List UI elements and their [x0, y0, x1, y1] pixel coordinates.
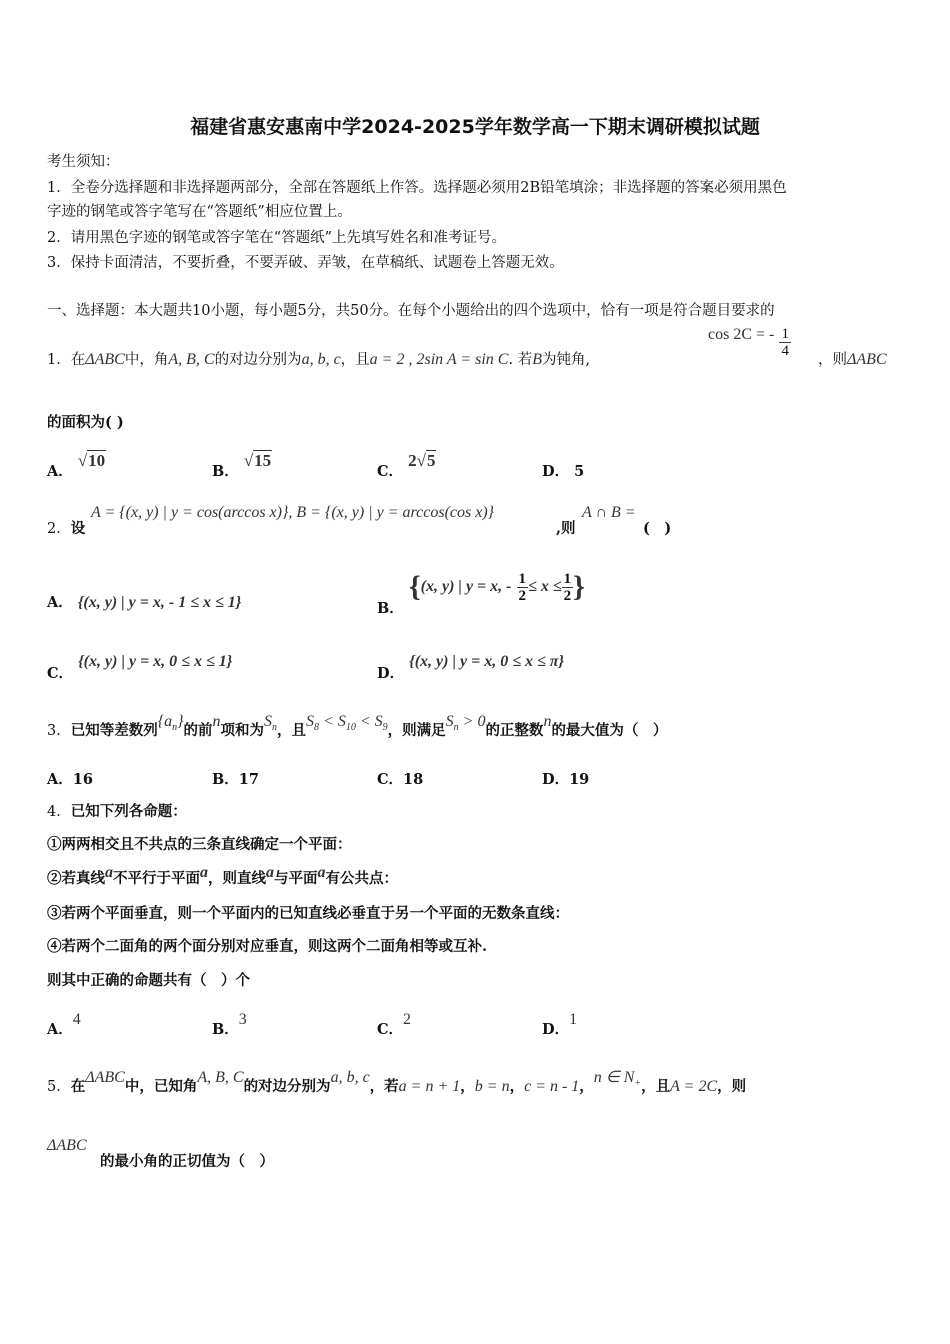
- q5-text-1: 在: [70, 1078, 86, 1095]
- q4-proposition-3: ③若两个平面垂直，则一个平面内的已知直线必垂直于另一个平面的无数条直线：: [47, 905, 569, 922]
- q5-sep-3: ，: [579, 1078, 594, 1095]
- q3-option-c[interactable]: [377, 768, 423, 789]
- q4-option-a-value: 4: [72, 1011, 81, 1028]
- q3-text-7: 的最大值为（ ）: [551, 722, 668, 739]
- q3-option-d-label: D．: [542, 771, 570, 788]
- q4-option-c-value: 2: [403, 1011, 412, 1028]
- q1-option-a-value: √10: [77, 451, 106, 470]
- q2-option-b-fraction-1: [517, 571, 529, 604]
- q5-sep-1: ，: [460, 1078, 475, 1095]
- q2-intersection: A ∩ B =: [582, 504, 636, 521]
- q1-text-5: . 若: [508, 352, 533, 368]
- q5-text-6: ，则: [717, 1078, 747, 1095]
- q4-text-1: 已知下列各命题：: [70, 803, 187, 820]
- q4-option-b-value: 3: [238, 1011, 247, 1028]
- question-1: [47, 350, 590, 370]
- q3-sequence: [157, 713, 184, 734]
- q3-cond-s: S: [445, 713, 454, 730]
- q4-p2-text-a: ②若真线: [47, 870, 105, 887]
- notice-item-2: 2．请用黑色字迹的钢笔或答字笔在“答题纸”上先填写姓名和准考证号。: [47, 230, 507, 246]
- q1-option-a-label: A．: [47, 463, 73, 480]
- q1-frac-num: 1: [781, 326, 789, 342]
- q1-triangle-2: ΔABC: [847, 351, 887, 368]
- q5-cond-c: c = n - 1: [524, 1078, 580, 1095]
- q2-option-b-middle: ≤ x ≤: [528, 578, 562, 595]
- q1-option-c-coef: 2: [408, 451, 417, 470]
- q5-angles: A, B, C: [197, 1069, 244, 1086]
- q1-option-c[interactable]: [377, 451, 436, 481]
- q4-option-c[interactable]: [377, 1011, 412, 1039]
- q1-angles: A, B, C: [168, 351, 215, 368]
- q1-number: 1．: [47, 352, 71, 368]
- q3-ineq-m2: < S: [355, 713, 383, 730]
- q4-option-d[interactable]: [542, 1011, 578, 1039]
- q1-option-b-value: √15: [243, 451, 272, 470]
- q3-option-c-label: C．: [377, 771, 404, 788]
- q1-text-2: 中，角: [124, 352, 169, 368]
- q3-option-d[interactable]: [542, 768, 589, 789]
- q3-n: n: [212, 713, 221, 730]
- q5-sides: a, b, c: [330, 1069, 370, 1086]
- q3-text-6: 的正整数: [485, 722, 544, 739]
- q2-option-b-prefix: (x, y) | y = x, -: [420, 578, 512, 595]
- q1-tail: [818, 350, 887, 370]
- q1-text-3: 的对边分别为: [214, 352, 302, 368]
- q1-option-b[interactable]: [212, 451, 272, 481]
- q3-ineq-s: S: [306, 713, 315, 730]
- q1-text-8: 的面积为( ): [47, 414, 124, 431]
- q2-text-1: 设: [70, 520, 86, 537]
- q1-text-6: 为钝角,: [541, 352, 591, 368]
- q5-text-5: ，且: [641, 1078, 671, 1095]
- q2-option-a[interactable]: [47, 591, 241, 612]
- question-4: [47, 802, 187, 822]
- q5-cond-n-main: n ∈ N: [593, 1069, 635, 1086]
- q1-option-c-radicand: 5: [426, 451, 436, 470]
- q3-cond-sub: n: [453, 722, 459, 734]
- q3-seq-sub: n: [172, 722, 178, 734]
- q5-cond-n-sub: +: [634, 1078, 642, 1090]
- q4-p2-text-d: 与平面: [274, 870, 318, 887]
- q3-option-a-value: 16: [72, 771, 93, 788]
- q4-p2-plane-2: a: [317, 864, 326, 881]
- q2-number: 2．: [47, 521, 71, 537]
- q3-number: 3．: [47, 723, 71, 739]
- q1-option-d[interactable]: [542, 460, 584, 481]
- q4-p2-text-e: 有公共点：: [325, 870, 398, 887]
- q3-text-3: 项和为: [220, 722, 265, 739]
- q2-option-b-brace-close: }: [573, 570, 585, 603]
- q2-option-c-value: {(x, y) | y = x, 0 ≤ x ≤ 1}: [78, 653, 233, 670]
- q3-option-b[interactable]: [212, 768, 259, 789]
- q5-triangle: ΔABC: [85, 1069, 125, 1086]
- q1-text-7: ，则: [818, 352, 847, 368]
- q1-fraction: [779, 326, 791, 359]
- q3-option-a[interactable]: [47, 768, 93, 789]
- notice-item-1: 1．全卷分选择题和非选择题两部分，全部在答题纸上作答。选择题必须用2B铅笔填涂；非选择题的答案必须用黑色: [47, 180, 787, 196]
- q5-text-7: 的最小角的正切值为（ ）: [100, 1153, 274, 1170]
- notice-heading: 考生须知：: [47, 154, 120, 170]
- q3-seq-end: }: [177, 713, 184, 730]
- q4-proposition-1: ①两两相交且不共点的三条直线确定一个平面：: [47, 836, 352, 853]
- q2-option-c[interactable]: [47, 650, 233, 682]
- q1-frac-den: 4: [781, 343, 789, 359]
- q3-option-a-label: A．: [47, 771, 73, 788]
- q1-option-b-label: B．: [212, 463, 239, 480]
- q3-condition: [445, 713, 486, 734]
- q2-option-b-frac2-den: 2: [563, 587, 572, 604]
- question-5: [47, 1069, 747, 1103]
- q2-option-a-value: {(x, y) | y = x, - 1 ≤ x ≤ 1}: [77, 594, 242, 611]
- q5-sep-2: ，: [509, 1078, 525, 1095]
- q5-triangle-2: ΔABC: [47, 1137, 87, 1154]
- q1-text-1: 在: [70, 352, 86, 368]
- q3-inequality: [306, 713, 388, 734]
- q3-sum-sub: n: [272, 722, 278, 734]
- question-2: [47, 519, 85, 539]
- q4-p2-line-a-2: a: [266, 864, 274, 881]
- q3-sum: [264, 713, 278, 734]
- q3-ineq-sub2: 10: [345, 722, 356, 734]
- q3-sum-s: S: [264, 713, 273, 730]
- q3-text-5: ，则满足: [387, 722, 446, 739]
- section-heading: 一、选择题：本大题共10小题，每小题5分，共50分。在每个小题给出的四个选项中，恰有一项是符合题目要求的: [47, 303, 775, 319]
- q4-option-d-label: D．: [542, 1021, 570, 1038]
- q1-cos: cos 2C = -: [708, 326, 775, 343]
- q4-option-d-value: 1: [569, 1011, 578, 1028]
- q5-text-2: 中，已知角: [124, 1078, 198, 1095]
- q3-n2: n: [543, 713, 552, 730]
- q2-option-b-frac1-den: 2: [518, 587, 527, 604]
- q5-cond-a: a = n + 1: [398, 1078, 461, 1095]
- page-title: 福建省惠安惠南中学2024-2025学年数学高一下期末调研模拟试题: [190, 116, 760, 138]
- q3-option-c-value: 18: [403, 771, 424, 788]
- q1-triangle: ΔABC: [85, 351, 125, 368]
- q2-text-3: ( ): [643, 520, 672, 537]
- q2-option-c-label: C．: [47, 665, 74, 682]
- q2-text-2: ,则: [556, 520, 576, 537]
- q5-text-4: ，若: [369, 1078, 399, 1095]
- q2-option-a-label: A．: [47, 594, 73, 611]
- q5-text-3: 的对边分别为: [243, 1078, 331, 1095]
- q2-option-b-fraction-2: [562, 571, 574, 604]
- q4-p2-text-c: ，则直线: [208, 870, 266, 887]
- q5-cond-angle: A = 2C: [670, 1078, 718, 1095]
- q1-text-4: ，且: [340, 352, 370, 368]
- q4-option-b[interactable]: [212, 1011, 247, 1039]
- q4-proposition-2: [47, 864, 398, 889]
- q4-question: 则其中正确的命题共有（ ）个: [47, 972, 250, 989]
- q3-ineq-sub1: 8: [314, 722, 320, 734]
- q3-option-d-value: 19: [569, 771, 590, 788]
- q4-number: 4．: [47, 804, 71, 820]
- q1-option-d-label: D．: [542, 463, 570, 480]
- q2-option-b-frac2-num: 1: [563, 570, 572, 587]
- q4-option-a-label: A．: [47, 1021, 73, 1038]
- q4-option-c-label: C．: [377, 1021, 404, 1038]
- q1-sides: a, b, c: [301, 351, 341, 368]
- q3-text-1: 已知等差数列: [70, 722, 158, 739]
- q2-set-expression: A = {(x, y) | y = cos(arccos x)}, B = {(x, y) | y = arccos(cos x)}: [91, 504, 495, 521]
- q1-option-a-radicand: 10: [88, 451, 106, 470]
- q1-option-b-radicand: 15: [254, 451, 272, 470]
- q3-seq-a: {a: [157, 713, 173, 730]
- q4-p2-line-a: a: [105, 864, 113, 881]
- q2-option-d-label: D．: [377, 665, 405, 682]
- q3-option-b-value: 17: [238, 771, 259, 788]
- q4-proposition-4: ④若两个二面角的两个面分别对应垂直，则这两个二面角相等或互补.: [47, 938, 488, 955]
- q2-option-b-label: B．: [377, 600, 404, 617]
- q3-text-2: 的前: [183, 722, 213, 739]
- q4-option-b-label: B．: [212, 1021, 239, 1038]
- q2-option-b-frac1-num: 1: [518, 570, 527, 587]
- q2-option-d-value: {(x, y) | y = x, 0 ≤ x ≤ π}: [409, 653, 565, 670]
- q5-cond-n: [593, 1069, 642, 1090]
- q1-cos-expression: [708, 326, 791, 359]
- q3-ineq-m1: < S: [319, 713, 346, 730]
- q2-option-b[interactable]: [377, 570, 585, 617]
- q1-option-a[interactable]: [47, 451, 106, 481]
- q2-option-d[interactable]: [377, 650, 565, 682]
- q4-p2-text-b: 不平行于平面: [113, 870, 200, 887]
- question-3: [47, 713, 668, 747]
- q5-number: 5．: [47, 1079, 71, 1095]
- q1-option-c-label: C．: [377, 463, 404, 480]
- q1-angle-b: B: [532, 351, 542, 368]
- notice-item-3: 3．保持卡面清洁，不要折叠，不要弄破、弄皱，在草稿纸、试题卷上答题无效。: [47, 255, 564, 271]
- q3-cond-end: > 0: [458, 713, 486, 730]
- q5-cond-b: b = n: [474, 1078, 510, 1095]
- q4-option-a[interactable]: [47, 1011, 81, 1039]
- q2-option-b-brace-open: {: [408, 570, 421, 603]
- q3-option-b-label: B．: [212, 771, 239, 788]
- q3-text-4: ，且: [277, 722, 307, 739]
- q1-condition: a = 2 , 2sin A = sin C: [369, 351, 509, 368]
- q1-option-c-value: 2√5: [408, 451, 436, 470]
- notice-item-1-cont: 字迹的钢笔或答字笔写在“答题纸”相应位置上。: [47, 204, 352, 220]
- q4-p2-plane: a: [200, 864, 208, 881]
- q3-ineq-sub3: 9: [382, 722, 388, 734]
- q1-option-d-value: 5: [574, 463, 585, 480]
